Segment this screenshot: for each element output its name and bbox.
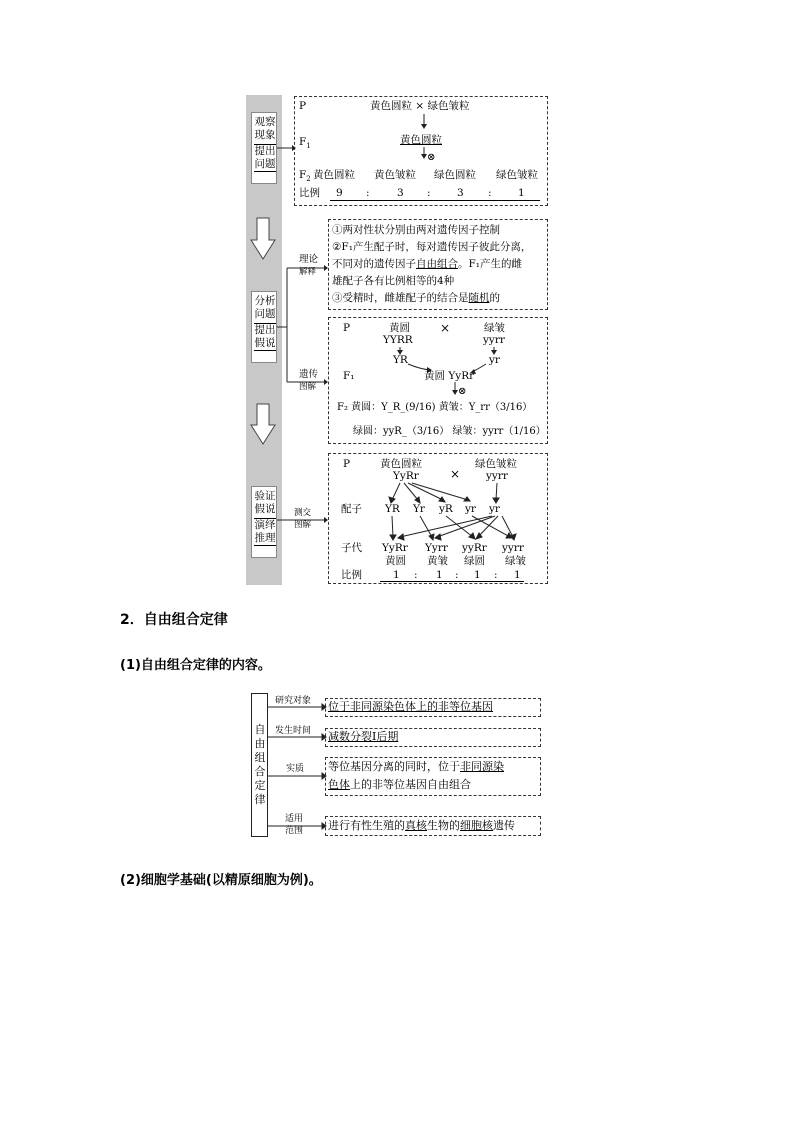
box4-offspring-label: 子代: [341, 542, 362, 554]
box3-left-gamete: YR: [393, 354, 408, 366]
law-row-content: 减数分裂Ⅰ后期: [328, 730, 399, 743]
box4-gamete-label: 配子: [341, 503, 362, 515]
law-row-label: 适用 范围: [285, 814, 304, 836]
box1-p-label: P: [299, 100, 307, 112]
box4-offspring: yyRr: [462, 542, 487, 554]
law-row-label: 研究对象: [275, 696, 312, 706]
ratio-sep: :: [414, 569, 418, 581]
ratio-value: 1: [518, 187, 525, 199]
subsection-heading-2: (2)细胞学基础(以精原细胞为例)。: [120, 873, 322, 888]
selfing-icon: ⊗: [427, 152, 436, 163]
box4-ratio-label: 比例: [341, 569, 362, 581]
box3-right-genotype: yyrr: [483, 334, 505, 346]
ratio-sep: :: [494, 569, 498, 581]
theory-line-1: ①两对性状分别由两对遗传因子控制: [332, 224, 500, 236]
step-verify-line2: 演绎推理: [254, 519, 276, 544]
ratio-sep: :: [455, 569, 459, 581]
step-analyze-line2: 提出假说: [254, 324, 276, 349]
box3-p-label: P: [343, 322, 351, 334]
ratio-sep: :: [488, 187, 492, 199]
box1-f2-label: $F_2$: [299, 169, 311, 184]
branch-label-theory: 理论 解释: [299, 254, 319, 277]
box4-phenotype: 黄圆: [385, 555, 406, 567]
ratio-value: 3: [397, 187, 404, 199]
ratio-sep: :: [366, 187, 370, 199]
box4-offspring: YyRr: [382, 542, 408, 554]
theory-line-4: 雄配子各有比例相等的4种: [332, 275, 455, 287]
step-observe-line1: 观察现象: [254, 116, 276, 141]
law-row-content: 进行有性生殖的真核生物的细胞核遗传: [328, 819, 515, 832]
law-row-label: 实质: [286, 764, 305, 774]
theory-line-5: ③受精时，雌雄配子的结合是随机的: [332, 292, 500, 304]
box3-f2-line1: F₂ 黄圆：Y_R_(9/16) 黄皱：Y_rr（3/16）: [337, 402, 533, 413]
box3-left-parent: 黄圆: [389, 322, 410, 334]
ratio-value: 1: [474, 569, 481, 581]
box1-f2-type: 绿色圆粒: [434, 169, 476, 181]
box4-offspring: yyrr: [502, 542, 524, 554]
box1-f1-label: $F_1$: [299, 136, 311, 151]
box4-phenotype: 黄皱: [427, 555, 448, 567]
box1-parents: 黄色圆粒 × 绿色皱粒: [370, 100, 470, 112]
step-analyze-line1: 分析问题: [254, 295, 276, 320]
theory-line-3: 不同对的遗传因子自由组合。F₁产生的雌: [332, 258, 522, 270]
box3-right-gamete: yr: [489, 354, 500, 366]
selfing-icon: ⊗: [458, 386, 467, 397]
theory-line-2: ②F₁产生配子时，每对遗传因子彼此分离，: [332, 241, 532, 253]
box3-f1-value: 黄圆 YyRr: [424, 370, 475, 382]
box4-right-genotype: yyrr: [486, 470, 508, 482]
ratio-value: 1: [393, 569, 400, 581]
section-heading: 2．自由组合定律: [120, 612, 228, 628]
box1-f1-value: 黄色圆粒: [400, 134, 442, 146]
subsection-heading-1: (1)自由组合定律的内容。: [120, 658, 271, 673]
ratio-value: 1: [514, 569, 521, 581]
law-title: 自 由 组 合 定 律: [254, 723, 266, 806]
box3-f1-label: F₁: [343, 370, 355, 382]
box4-phenotype: 绿圆: [464, 555, 485, 567]
box4-gamete: yr: [465, 503, 476, 515]
cross-icon: ×: [450, 467, 461, 481]
box1-f2-type: 黄色圆粒: [313, 169, 355, 181]
law-row-content: 位于非同源染色体上的非等位基因: [328, 700, 493, 713]
branch-label-testcross: 测交 图解: [294, 508, 312, 530]
box3-f2-line2: 绿圆：yyR_（3/16） 绿皱：yyrr（1/16）: [353, 426, 546, 437]
law-row-content-line2: 色体上的非等位基因自由组合: [328, 778, 471, 791]
branch-label-genetic: 遗传 图解: [299, 369, 319, 392]
step-verify-line1: 验证假说: [254, 490, 276, 515]
ratio-value: 3: [457, 187, 464, 199]
box4-offspring: Yyrr: [425, 542, 448, 554]
box4-p-label: P: [343, 458, 351, 470]
box4-left-genotype: YyRr: [393, 470, 419, 482]
box4-gamete: yR: [439, 503, 453, 515]
law-row-label: 发生时间: [275, 726, 312, 736]
box4-gamete: yr: [489, 503, 500, 515]
box4-phenotype: 绿皱: [505, 555, 526, 567]
ratio-value: 1: [436, 569, 443, 581]
box1-f2-type: 黄色皱粒: [374, 169, 416, 181]
cross-icon: ×: [440, 321, 451, 335]
law-row-content-line1: 等位基因分离的同时，位于非同源染: [328, 760, 504, 773]
box3-left-genotype: YYRR: [383, 334, 413, 346]
box4-gamete: Yr: [413, 503, 425, 515]
box4-right-parent: 绿色皱粒: [475, 458, 517, 470]
box4-gamete: YR: [385, 503, 400, 515]
box3-right-parent: 绿皱: [484, 322, 505, 334]
ratio-value: 9: [336, 187, 343, 199]
ratio-sep: :: [427, 187, 431, 199]
box1-f2-type: 绿色皱粒: [496, 169, 538, 181]
box1-ratio-label: 比例: [299, 187, 320, 199]
step-observe-line2: 提出问题: [254, 145, 276, 170]
box4-left-parent: 黄色圆粒: [380, 458, 422, 470]
